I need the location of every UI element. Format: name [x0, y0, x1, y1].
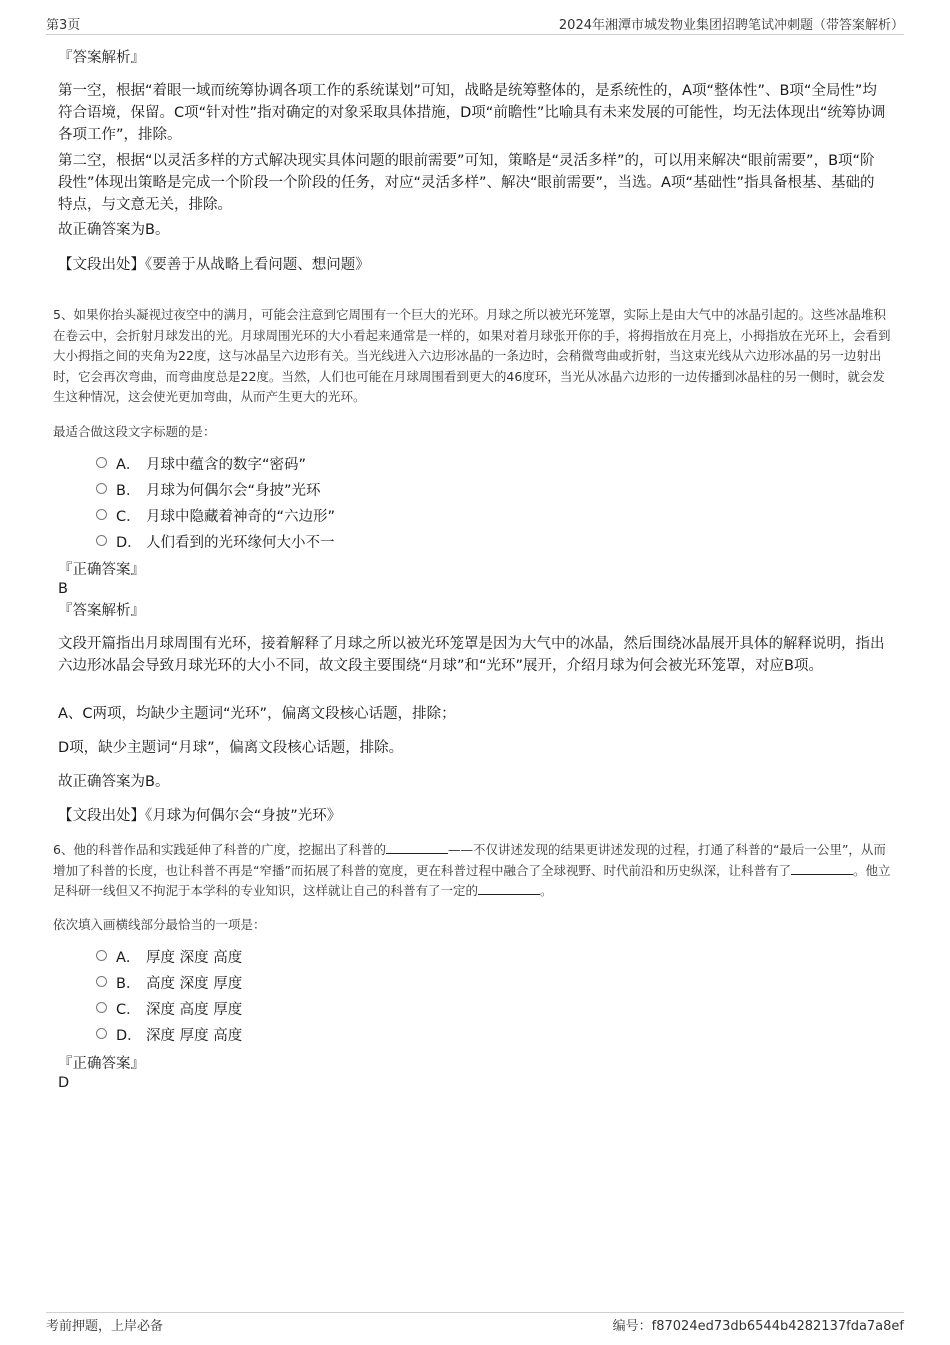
q5-answer-label: 『正确答案』 — [58, 562, 145, 578]
q6-stem: 6、他的科普作品和实践延伸了科普的广度，挖掘出了科普的 ——不仅讲述发现的结果更讲述发现的过程，打通了科普的“最后一公里”，从而增加了科普的长度，也让科普不再是“窄播”而拓展了科普的宽度，更在科普过程中融合了全球视野、时代前沿和历史纵深，让科普有了 。他立足科研一线但又不拘泥于本学科的专业知识，这样就让自己的科普有了一定的 。 — [53, 842, 891, 898]
blank-1 — [386, 841, 448, 854]
radio-icon[interactable] — [96, 1028, 107, 1039]
q5-option-b[interactable]: B． 月球为何偶尔会“身披”光环 — [96, 481, 321, 501]
q5-d-note: D项，缺少主题词“月球”，偏离文段核心话题，排除。 — [58, 740, 404, 756]
radio-icon[interactable] — [96, 1002, 107, 1013]
q5-ac-note: A、C两项，均缺少主题词“光环”，偏离文段核心话题，排除； — [58, 706, 456, 722]
q4-source: 【文段出处】《要善于从战略上看问题、想问题》 — [58, 257, 370, 273]
q5-ask: 最适合做这段文字标题的是： — [53, 424, 216, 439]
page-footer — [46, 1312, 904, 1341]
q4-conclusion: 故正确答案为B。 — [58, 222, 170, 238]
blank-2 — [791, 862, 853, 875]
q6-answer-label: 『正确答案』 — [58, 1056, 145, 1072]
q6-option-b[interactable]: B． 高度 深度 厚度 — [96, 974, 242, 994]
q4-analysis-label: 『答案解析』 — [58, 50, 145, 66]
q6-option-a[interactable]: A． 厚度 深度 高度 — [96, 948, 242, 968]
q5-analysis-label: 『答案解析』 — [58, 603, 145, 619]
q6-ask: 依次填入画横线部分最恰当的一项是： — [53, 917, 266, 932]
q6-option-d[interactable]: D． 深度 厚度 高度 — [96, 1026, 242, 1046]
q6-option-c[interactable]: C． 深度 高度 厚度 — [96, 1000, 242, 1020]
q5-analysis: 文段开篇指出月球周围有光环，接着解释了月球之所以被光环笼罩是因为大气中的冰晶，然后围绕冰晶展开具体的解释说明，指出六边形冰晶会导致月球光环的大小不同，故文段主要围绕“月球”和“光环”展开，介绍月球为何会被光环笼罩，对应B项。 — [58, 636, 885, 674]
page-header — [46, 12, 904, 35]
radio-icon[interactable] — [96, 950, 107, 961]
q5-option-d[interactable]: D． 人们看到的光环缘何大小不一 — [96, 533, 335, 553]
q5-option-a[interactable]: A． 月球中蕴含的数字“密码” — [96, 455, 306, 475]
q4-analysis-para-1: 第一空，根据“着眼一域而统筹协调各项工作的系统谋划”可知，战略是统筹整体的，是系统性的，A项“整体性”、B项“全局性”均符合语境，保留。C项“针对性”指对确定的对象采取具体措施，D项“前瞻性”比喻具有未来发展的可能性，均无法体现出“统筹协调各项工作”，排除。 — [58, 83, 886, 143]
q5-source: 【文段出处】《月球为何偶尔会“身披”光环》 — [58, 808, 342, 824]
q5-stem: 5、如果你抬头凝视过夜空中的满月，可能会注意到它周围有一个巨大的光环。月球之所以被光环笼罩，实际上是由大气中的冰晶引起的。这些冰晶堆积在卷云中，会折射月球发出的光。月球周围光环的大小看起来通常是一样的，如果对着月球张开你的手，将拇指放在月亮上，小拇指放在光环上，会看到大小拇指之间的夹角为22度，这与冰晶呈六边形有关。当光线进入六边形冰晶的一条边时，会稍微弯曲或折射，当这束光线从六边形冰晶的另一边射出时，它会再次弯曲，而弯曲度总是22度。当然，人们也可能在月球周围看到更大的46度环，当光从冰晶六边形的一边传播到冰晶柱的另一侧时，就会发生这种情况，这会使光更加弯曲，从而产生更大的光环。 — [53, 307, 891, 404]
q5-option-c[interactable]: C． 月球中隐藏着神奇的“六边形” — [96, 507, 335, 527]
radio-icon[interactable] — [96, 509, 107, 520]
q5-conclusion: 故正确答案为B。 — [58, 774, 170, 790]
radio-icon[interactable] — [96, 457, 107, 468]
q6-answer: D — [58, 1075, 70, 1091]
q5-answer: B — [58, 581, 68, 597]
document-title: 2024年湘潭市城发物业集团招聘笔试冲刺题（带答案解析） — [558, 18, 904, 33]
q4-analysis-para-2: 第二空，根据“以灵活多样的方式解决现实具体问题的眼前需要”可知，策略是“灵活多样”的，可以用来解决“眼前需要”，B项“阶段性”体现出策略是完成一个阶段一个阶段的任务，对应“灵活多样”、解决“眼前需要”，当选。A项“基础性”指具备根基、基础的特点，与文意无关，排除。 — [58, 153, 875, 213]
footer-slogan: 考前押题，上岸必备 — [46, 1319, 164, 1334]
radio-icon[interactable] — [96, 976, 107, 987]
radio-icon[interactable] — [96, 535, 107, 546]
radio-icon[interactable] — [96, 483, 107, 494]
document-code: 编号：f87024ed73db6544b4282137fda7a8ef — [612, 1319, 904, 1334]
page-number: 第3页 — [46, 18, 81, 33]
blank-3 — [478, 882, 540, 895]
